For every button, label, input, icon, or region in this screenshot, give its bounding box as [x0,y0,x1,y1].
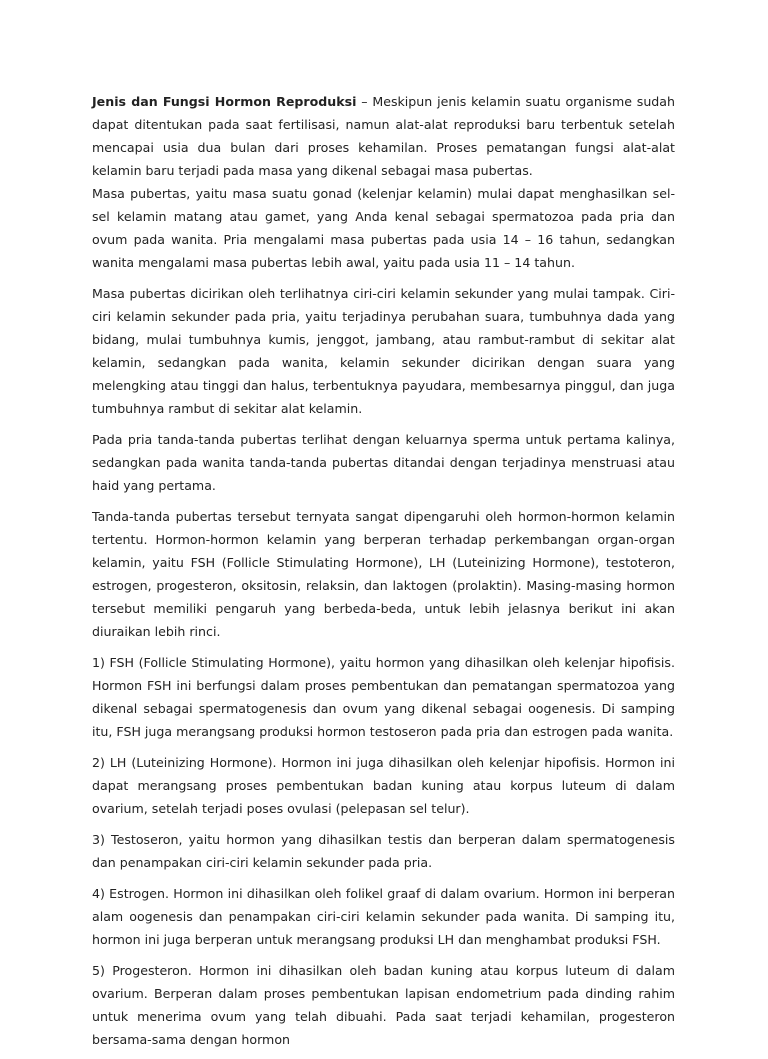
intro-text: Meskipun jenis kelamin suatu organisme sudah dapat ditentukan pada saat fertilisasi, namun alat-alat reproduksi baru terbentuk setelah mencapai usia dua bulan dari proses kehamilan. Proses pematangan fungsi alat-alat kelamin baru terjadi pada masa yang dikenal sebagai masa pubertas. [92,94,676,178]
paragraph-secondary-characteristics: Masa pubertas dicirikan oleh terlihatnya ciri-ciri kelamin sekunder yang mulai tampak. Ciri-ciri kelamin sekunder pada pria, yaitu terjadinya perubahan suara, tumbuhnya dada yang bidang, mulai tumbuhnya kumis, jenggot, jambang, atau rambut-rambut di sekitar alat kelamin, sedangkan pada wanita, kelamin sekunder dicirikan dengan suara yang melengking atau tinggi dan halus, terbentuknya payudara, membesarnya pinggul, dan juga tumbuhnya rambut di sekitar alat kelamin. [92,286,675,416]
list-item-lh: 2) LH (Luteinizing Hormone). Hormon ini juga dihasilkan oleh kelenjar hipofisis. Hormon ini dapat merangsang proses pembentukan badan kuning atau korpus luteum di dalam ovarium, setelah terjadi poses ovulasi (pelepasan sel telur). [92,755,675,816]
intro-paragraph [92,90,675,182]
paragraph-sex-hormones: Tanda-tanda pubertas tersebut ternyata sangat dipengaruhi oleh hormon-hormon kelamin tertentu. Hormon-hormon kelamin yang berperan terhadap perkembangan organ-organ kelamin, yaitu FSH (Follicle Stimulating Hormone), LH (Luteinizing Hormone), testoteron, estrogen, progesteron, oksitosin, relaksin, dan laktogen (prolaktin). Masing-masing hormon tersebut memiliki pengaruh yang berbeda-beda, untuk lebih jelasnya berikut ini akan diuraikan lebih rinci. [92,509,675,639]
document-title: Jenis dan Fungsi Hormon Reproduksi [92,94,357,109]
paragraph-pubertas-definition: Masa pubertas, yaitu masa suatu gonad (kelenjar kelamin) mulai dapat menghasilkan sel-sel kelamin matang atau gamet, yang Anda kenal sebagai spermatozoa pada pria dan ovum pada wanita. Pria mengalami masa pubertas pada usia 14 – 16 tahun, sedangkan wanita mengalami masa pubertas lebih awal, yaitu pada usia 11 – 14 tahun. [92,186,675,270]
document-body [92,90,675,1059]
paragraph-puberty-signs: Pada pria tanda-tanda pubertas terlihat dengan keluarnya sperma untuk pertama kalinya, sedangkan pada wanita tanda-tanda pubertas ditandai dengan terjadinya menstruasi atau haid yang pertama. [92,432,675,493]
list-item-progesteron: 5) Progesteron. Hormon ini dihasilkan oleh badan kuning atau korpus luteum di dalam ovarium. Berperan dalam proses pembentukan lapisan endometrium pada dinding rahim untuk menerima ovum yang telah dibuahi. Pada saat terjadi kehamilan, progesteron bersama-sama dengan hormon [92,963,675,1047]
list-item-testoseron: 3) Testoseron, yaitu hormon yang dihasilkan testis dan berperan dalam spermatogenesis dan penampakan ciri-ciri kelamin sekunder pada pria. [92,832,675,870]
title-dash: – [356,94,373,109]
list-item-estrogen: 4) Estrogen. Hormon ini dihasilkan oleh folikel graaf di dalam ovarium. Hormon ini berperan alam oogenesis dan penampakan ciri-ciri kelamin sekunder pada wanita. Di samping itu, hormon ini juga berperan untuk merangsang produksi LH dan menghambat produksi FSH. [92,886,675,947]
list-item-fsh: 1) FSH (Follicle Stimulating Hormone), yaitu hormon yang dihasilkan oleh kelenjar hipofisis. Hormon FSH ini berfungsi dalam proses pembentukan dan pematangan spermatozoa yang dikenal sebagai spermatogenesis dan ovum yang dikenal sebagai oogenesis. Di samping itu, FSH juga merangsang produksi hormon testoseron pada pria dan estrogen pada wanita. [92,655,675,739]
